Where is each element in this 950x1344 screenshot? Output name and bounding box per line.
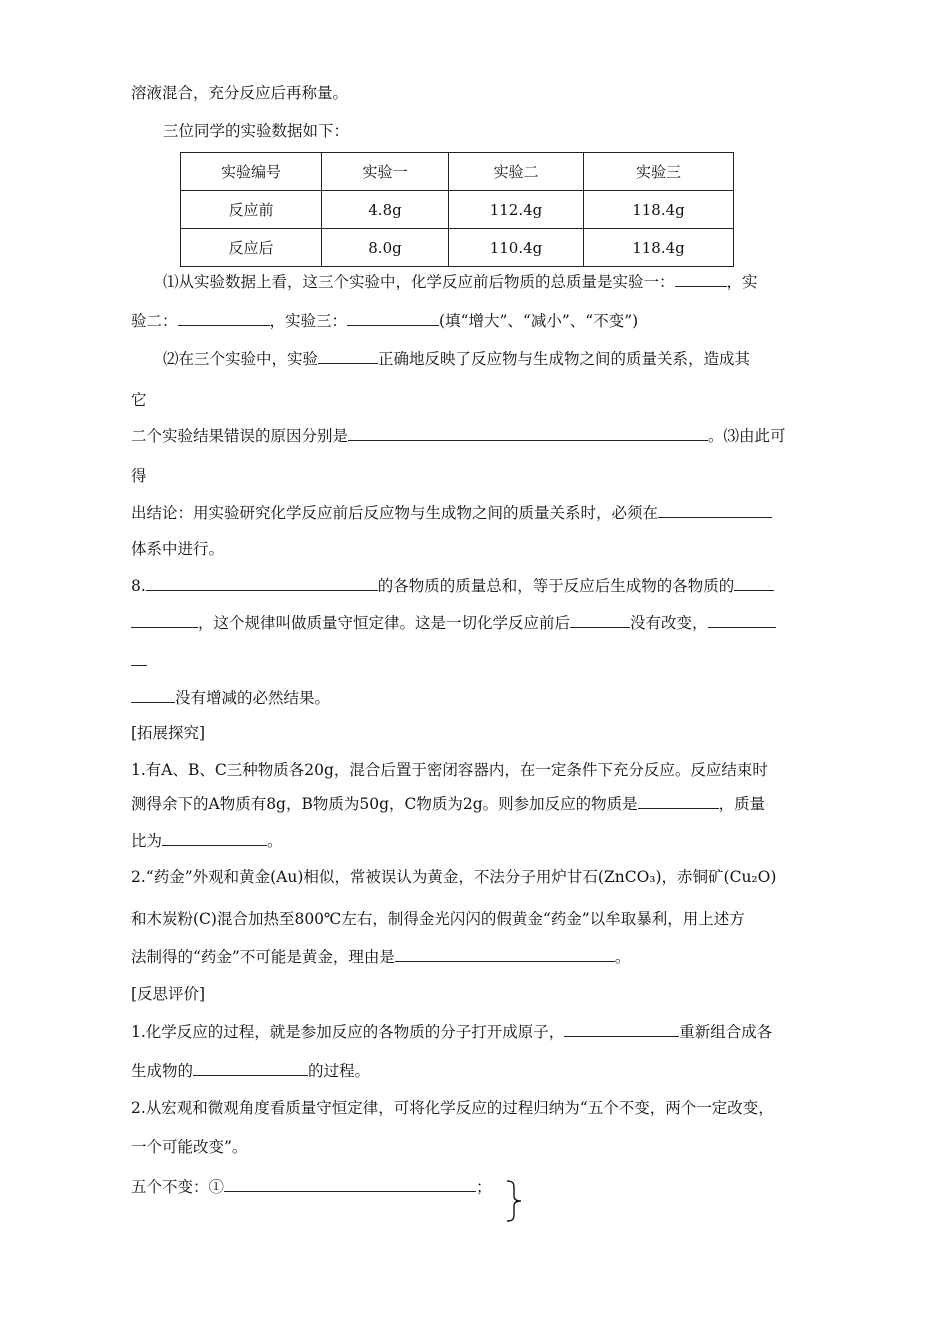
text: ⑵在三个实验中，实验 [163,350,319,368]
table-cell: 8.0g [322,229,449,267]
text: 没有增减的必然结果。 [175,689,331,707]
table-header-cell: 实验二 [449,153,584,191]
answer-blank[interactable] [146,575,378,591]
expand-question-1-line [131,830,283,852]
table-cell: 118.4g [584,229,734,267]
text: 重新组合成各 [679,1023,773,1041]
text: 。 [614,948,631,966]
text: 8. [131,577,146,595]
question-2-line [131,502,772,524]
answer-blank[interactable] [131,650,147,666]
question-1-line [163,271,758,293]
question-1-line [131,310,638,332]
text: 二个实验结果错误的原因分别是 [131,427,349,445]
reflect-question-1-line [131,1021,772,1043]
section-heading: [拓展探究] [131,724,206,742]
section-heading: [反思评价] [131,985,206,1003]
text: 1.化学反应的过程，就是参加反应的各物质的分子打开成原子， [131,1023,565,1041]
expand-question-2-line [131,946,630,968]
text: 没有改变， [630,614,708,632]
table-cell: 118.4g [584,191,734,229]
question-2-line: 体系中进行。 [131,540,225,558]
text: 法制得的“药金”不可能是黄金，理由是 [131,948,395,966]
answer-blank[interactable] [564,1021,679,1037]
answer-blank[interactable] [708,612,776,628]
text: ⑴从实验数据上看，这三个实验中，化学反应前后物质的总质量是实验一： [163,273,675,291]
table-header-cell: 实验三 [584,153,734,191]
text: ，质量 [718,795,766,813]
right-brace-icon [505,1180,525,1222]
answer-blank[interactable] [131,612,198,628]
text: 。⑶由此可 [708,427,786,445]
question-2-line: 得 [131,467,147,485]
text: 比为 [131,832,163,850]
table-cell: 110.4g [449,229,584,267]
question-8-line [131,687,330,709]
answer-blank[interactable] [675,271,727,287]
intro-line: 溶液混合，充分反应后再称量。 [131,84,349,102]
answer-blank[interactable] [131,687,175,703]
text: ，这个规律叫做质量守恒定律。这是一切化学反应前后 [198,614,571,632]
question-2-line: 它 [131,391,147,409]
text: 的各物质的质量总和，等于反应后生成物的各物质的 [377,577,735,595]
text: 的过程。 [308,1062,371,1080]
reflect-question-2-line: 2.从宏观和微观角度看质量守恒定律，可将化学反应的过程归纳为“五个不变，两个一定改变， [131,1099,774,1117]
text: 出结论：用实验研究化学反应前后反应物与生成物之间的质量关系时，必须在 [131,504,659,522]
answer-blank[interactable] [638,793,719,809]
answer-blank[interactable] [162,830,267,846]
answer-blank[interactable] [347,310,439,326]
expand-question-2-line: 和木炭粉(C)混合加热至800℃左右，制得金光闪闪的假黄金“药金”以牟取暴利，用上述方 [131,910,745,928]
answer-blank[interactable] [193,1060,308,1076]
table-cell: 反应前 [181,191,322,229]
answer-blank[interactable] [318,348,378,364]
answer-blank[interactable] [570,612,630,628]
question-2-line [131,425,786,447]
reflect-question-3-line [131,1176,492,1198]
reflect-question-1-line [131,1060,370,1082]
answer-blank[interactable] [178,310,270,326]
reflect-question-2-line: 一个可能改变”。 [131,1138,248,1156]
expand-question-2-line: 2.“药金”外观和黄金(Au)相似，常被误认为黄金，不法分子用炉甘石(ZnCO₃)，赤铜矿(Cu₂O) [131,868,777,886]
expand-question-1-line: 1.有A、B、C三种物质各20g，混合后置于密闭容器内，在一定条件下充分反应。反应结束时 [131,761,768,779]
answer-blank[interactable] [395,946,615,962]
table-row [181,229,734,267]
answer-blank[interactable] [658,502,772,518]
text: 验二： [131,312,178,330]
table-cell: 112.4g [449,191,584,229]
answer-blank[interactable] [224,1176,476,1192]
text: 测得余下的A物质有8g，B物质为50g，C物质为2g。则参加反应的物质是 [131,795,638,813]
answer-blank[interactable] [348,425,708,441]
text: 正确地反映了反应物与生成物之间的质量关系，造成其 [378,350,751,368]
question-8-line [131,650,147,672]
table-header-cell: 实验一 [322,153,449,191]
table-header-row [181,153,734,191]
text: ，实 [726,273,758,291]
text: 生成物的 [131,1062,194,1080]
intro-line: 三位同学的实验数据如下： [163,122,350,140]
text: ，实验三： [269,312,348,330]
text: 。 [267,832,283,850]
text: 五个不变：① [131,1178,225,1196]
answer-blank[interactable] [734,575,774,591]
text: ； [476,1178,492,1196]
expand-question-1-line [131,793,765,815]
table-cell: 反应后 [181,229,322,267]
text: (填“增大”、“减小”、“不变”) [439,312,639,330]
table-cell: 4.8g [322,191,449,229]
table-row [181,191,734,229]
question-2-line [163,348,750,370]
question-8-line [131,575,774,597]
question-8-line [131,612,776,634]
table-header-cell: 实验编号 [181,153,322,191]
experiment-data-table [180,152,734,267]
